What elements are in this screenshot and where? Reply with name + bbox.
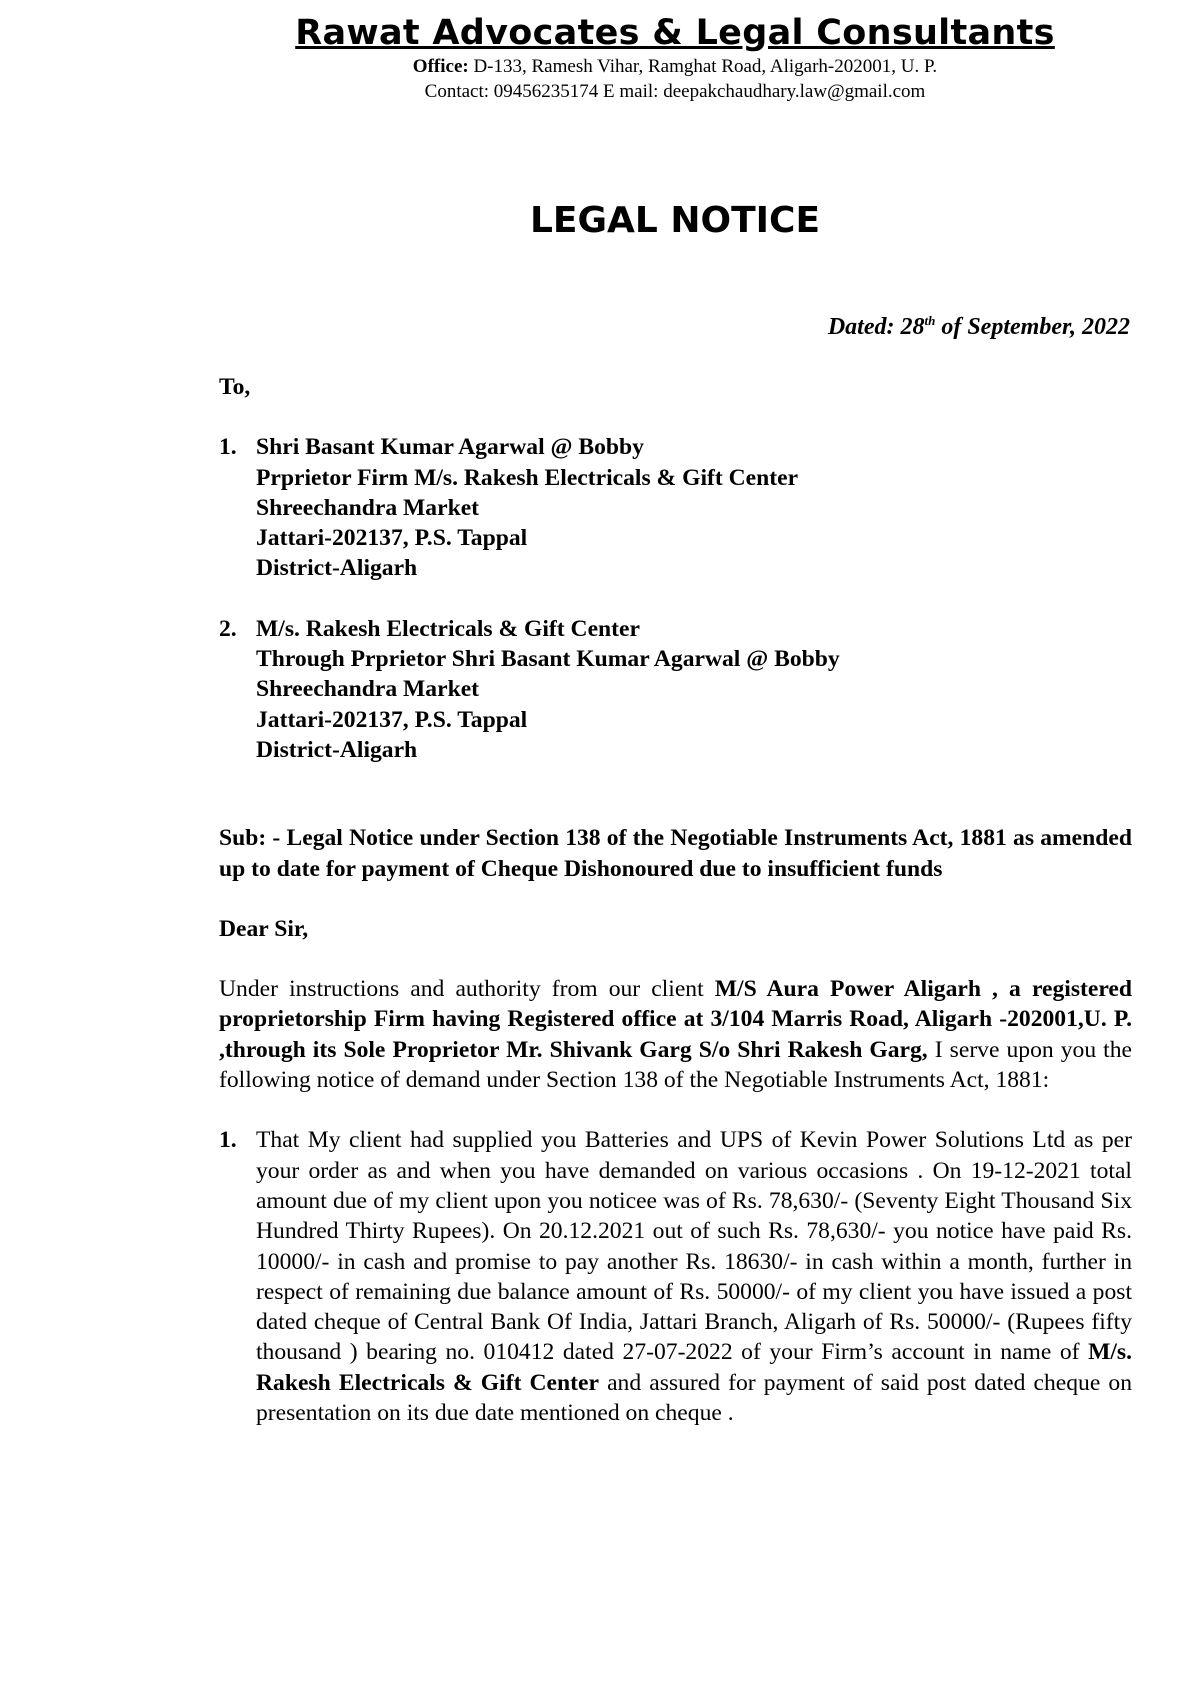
date-superscript: th xyxy=(924,313,936,328)
addressee-line: District-Aligarh xyxy=(256,555,418,582)
client-details: M/S Aura Power Aligarh , a registered proprietorship Firm having Registered office at 3/104 Marris Road, Aligarh -202001,U. P. ,through its Sole Proprietor Mr. Shivank Garg S/o Shri Rakesh Garg, xyxy=(219,976,1132,1063)
point-number: 1. xyxy=(219,1127,237,1154)
addressee-line: District-Aligarh xyxy=(256,736,418,763)
office-address-line xyxy=(0,54,1200,79)
to-label: To, xyxy=(219,374,251,400)
intro-paragraph xyxy=(219,974,1132,1095)
addressee-line: Shri Basant Kumar Agarwal @ Bobby xyxy=(256,434,644,461)
point-text-continued: and assured for payment of said post dated cheque on presentation on its due date mentioned on cheque . xyxy=(256,1369,1132,1427)
notice-title: LEGAL NOTICE xyxy=(529,200,821,241)
firm-name-bold: M/s. Rakesh Electricals & Gift Center xyxy=(256,1339,1132,1396)
date-suffix: of September, 2022 xyxy=(935,314,1130,340)
point-text: That My client had supplied you Batteries and UPS of Kevin Power Solutions Ltd as per your order as and when you have demanded on various occasions . On 19-12-2021 total amount due of my client upon you noticee was of Rs. 78,630/- (Seventy Eight Thousand Six Hundred Thirty Rupees). On 20.12.2021 out of such Rs. 78,630/- you notice have paid Rs. 10000/- in cash and promise to pay another Rs. 18630/- in cash within a month, further in respect of remaining due balance amount of Rs. 50000/- of my client you have issued a post dated cheque of Central Bank Of India, Jattari Branch, Aligarh of Rs. 50000/- (Rupees fifty thousand ) bearing no. 010412 dated 27-07-2022 of your Firm’s account in name of xyxy=(256,1127,1132,1366)
letter-body xyxy=(219,372,1132,1428)
addressee-number: 1. xyxy=(219,434,237,461)
addressee-1 xyxy=(219,432,1132,583)
addressee-line: Shreechandra Market xyxy=(256,676,480,703)
addressee-line: Prprietor Firm M/s. Rakesh Electricals & Gift Center xyxy=(256,464,799,491)
office-label: Office: xyxy=(412,56,469,77)
date-prefix: Dated: 28 xyxy=(827,314,925,340)
intro-text: Under instructions and authority from our client xyxy=(219,976,715,1003)
date-line xyxy=(828,313,1130,341)
addressee-line: Jattari-202137, P.S. Tappal xyxy=(256,706,528,733)
salutation: Dear Sir, xyxy=(219,915,309,942)
subject-line: Sub: - Legal Notice under Section 138 of the Negotiable Instruments Act, 1881 as amended up to date for payment of Cheque Dishonoured due to insufficient funds xyxy=(219,825,1132,882)
addressee-line: Jattari-202137, P.S. Tappal xyxy=(256,525,528,552)
office-address: D-133, Ramesh Vihar, Ramghat Road, Aligarh-202001, U. P. xyxy=(468,56,938,77)
intro-text-continued: I serve upon you the following notice of demand under Section 138 of the Negotiable Instruments Act, 1881: xyxy=(219,1036,1132,1094)
notice-point-1 xyxy=(219,1125,1132,1428)
addressee-line: Shreechandra Market xyxy=(256,494,480,521)
contact-line: Contact: 09456235174 E mail: deepakchaudhary.law@gmail.com xyxy=(424,81,926,102)
addressee-line: M/s. Rakesh Electricals & Gift Center xyxy=(256,615,640,642)
addressee-2 xyxy=(219,614,1132,765)
addressee-line: Through Prprietor Shri Basant Kumar Agarwal @ Bobby xyxy=(256,646,840,673)
letterhead xyxy=(0,12,1200,104)
addressee-number: 2. xyxy=(219,615,237,642)
firm-name: Rawat Advocates & Legal Consultants xyxy=(295,13,1055,53)
